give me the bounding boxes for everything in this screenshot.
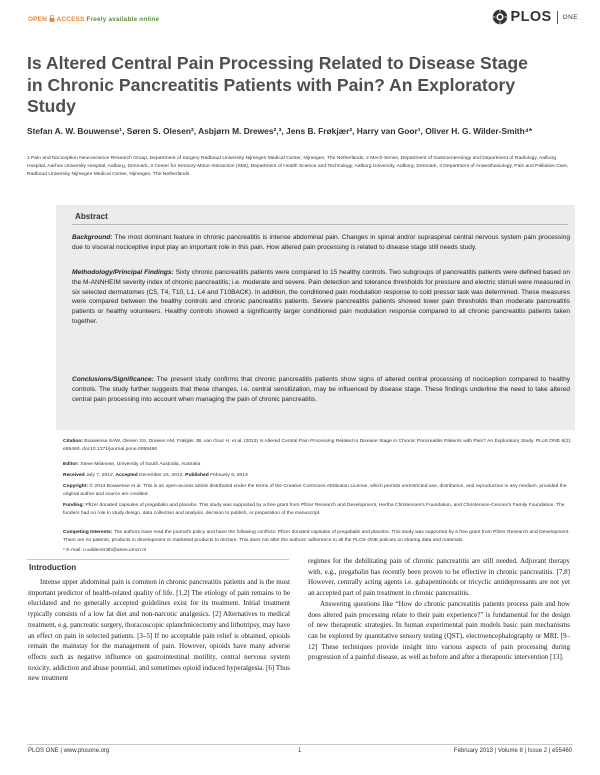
accepted-date: December 24, 2012; xyxy=(139,473,184,478)
introduction-paragraph-2: Answering questions like “How do chronic pancreatitis patients process pain and how does altered pain processing relate to their pain experience?” is fundamental for the design of new therapeutic strategies. In human experimental pain models basic pain mechanisms can be explored by quantitative sensory testing (QST), electroencephalography or MRI. [9–12] These techniques provide insight into various aspects of pain processing during progression of a painful disease, as well as before and after a therapeutic intervention [13]. xyxy=(308,599,570,662)
funding-text: Pfizer donated capsules of pregabalin and placebo. This study was supported by a free grant from Pfizer Research and Development, Hertha Christensen's Foundation, and Christenson-Cesons's Family Foundation. The funders had no role in study design, data collection and analysis, decision to publish, or preparation of the manuscript. xyxy=(63,503,565,516)
conclusions-label: Conclusions/Significance: xyxy=(72,376,154,383)
article-title: Is Altered Central Pain Processing Related to Disease Stage in Chronic Pancreatitis Patients with Pain? An Exploratory Study xyxy=(27,53,528,116)
page-number: 1 xyxy=(298,748,302,754)
open-access-banner xyxy=(28,15,159,23)
affiliations: 1 Pain and Nociception Neuroscience Research Group, Department of Surgery Radboud University Nijmegen Medical Center, Nijmegen, The Netherlands, 2 Mech-Sense, Department of Gastroenterology and Department of Radiology, Aalborg Hospital, Aarhus University Hospital, Aalborg, Denmark, 3 Center for Sensory-Motor Interaction (SMI), Department of Health Science and Technology, Aalborg University, Aalborg, Denmark, 4 Department of Anaesthesiology, Pain and Palliative Care, Radboud University Nijmegen Medical Center, Nijmegen, The Netherlands xyxy=(27,156,569,178)
logo-divider xyxy=(557,11,558,24)
funding-label: Funding: xyxy=(63,503,85,508)
methods-text: Sixty chronic pancreatitis patients were compared to 15 healthy controls. Two subgroups of pancreatitis patients were defined based on the M-ANNHEIM severity index of chronic pancreatitis; i.e. moderate and severe. Pain detection and tolerance thresholds for pressure and electric stimuli were measured in six selected dermatomes (C5, T4, T10, L1, L4 and T10BACK). In addition, the conditioned pain modulation response to cold pressor task was determined. These measures were compared between the healthy controls and chronic pancreatitis patients. Severe pancreatitis patients showed lower pain thresholds than moderate pancreatitis patients or healthy volunteers. Healthy controls showed a significantly larger conditioned pain modulation response compared to all chronic pancreatitis patients taken together. xyxy=(72,269,570,325)
background-label: Background: xyxy=(72,234,113,241)
introduction-column-2 xyxy=(308,556,570,663)
introduction-heading: Introduction xyxy=(29,563,77,572)
editor xyxy=(63,461,573,469)
abstract-conclusions xyxy=(72,375,570,404)
methods-label: Methodology/Principal Findings: xyxy=(72,269,174,276)
dates xyxy=(63,472,573,480)
author-list: Stefan A. W. Bouwense¹, Søren S. Olesen², Asbjørn M. Drewes²,³, Jens B. Frøkjær², Harry van Goor¹, Oliver H. G. Wilder-Smith⁴* xyxy=(27,126,533,136)
editor-label: Editor: xyxy=(63,462,79,467)
plos-logo-icon xyxy=(492,9,508,25)
plos-wordmark: PLOS xyxy=(510,9,552,25)
email-link[interactable]: o.wildersmith@anes.umcn.nl xyxy=(83,548,147,553)
introduction-divider xyxy=(27,559,289,560)
published-date: February 6, 2013 xyxy=(210,473,248,478)
abstract-methods xyxy=(72,268,570,327)
citation-text: Bouwense SAW, Olesen SS, Drewes AM, Frøkjær JB, van Goor H, et al. (2013) Is Altered Central Pain Processing Related to Disease Stage in Chronic Pancreatitis Patients with Pain? An Exploratory Study. PLoS ONE 8(2): e55460. doi:10.1371/journal.pone.0055460 xyxy=(63,439,572,452)
published-label: Published xyxy=(185,473,209,478)
editor-text: Steve Milanese, University of South Australia, Australia xyxy=(80,462,201,467)
accepted-label: Accepted xyxy=(115,473,138,478)
introduction-column-1: Intense upper abdominal pain is common in chronic pancreatitis patients and is the most important predictor of health-related quality of life. [1,2] The etiology of pain remains to be elucidated and no generally accepted guidelines exist for its treatment. Initial treatment typically consists of a low fat diet and non-narcotic analgesics. [2] Alternatives to medical treatment, e.g. pancreatic surgery, thoracoscopic splanchnicectomy and lithotripsy, may have an effect on pain in selected patients. [3–5] If no acceptable pain relief is obtained, opioids remain the mainstay for the management of pain. However, opioids have many adverse effects such as negative influence on gastrointestinal motility, central nervous system toxicity, addiction and abuse potential, and sometimes opioid induced hyperalgesia. [6] Thus new treatment xyxy=(28,578,290,683)
abstract-background xyxy=(72,233,570,253)
freely-available-label: Freely available online xyxy=(86,16,160,23)
citation xyxy=(63,438,573,453)
competing-text: The authors have read the journal's policy and have the following conflicts: Pfizer donated capsules of pregabalin and placebo. This study was supported by a free grant from Pfizer Research and Development. There are no patents, products in development or marketed products to declare. This does not alter the authors' adherence to all the PLOS ONE policies on sharing data and materials. xyxy=(63,530,570,543)
competing-interests xyxy=(63,529,573,544)
received-date: July 7, 2012; xyxy=(86,473,115,478)
correspondence xyxy=(63,547,573,555)
copyright xyxy=(63,483,573,498)
footer-divider xyxy=(27,744,573,745)
plos-one-logo xyxy=(492,7,578,27)
open-label: OPEN xyxy=(28,16,47,23)
footer-issue: February 2013 | Volume 8 | Issue 2 | e55460 xyxy=(453,748,572,754)
funding xyxy=(63,502,573,517)
footer-journal: PLOS ONE | www.plosone.org xyxy=(28,748,110,754)
abstract-heading: Abstract xyxy=(75,212,108,221)
email-label: * E-mail: xyxy=(63,548,82,553)
introduction-paragraph: regimes for the debilitating pain of chronic pancreatitis are still needed. Adjuvant therapy with, e.g., pregabalin has recently been proven to be effective in chronic pancreatitis. [7,8] However, centrally acting agents i.e. gabapentinoids or tricyclic antidepressants are not yet an accepted part of pain treatment in chronic pancreatitis. xyxy=(308,557,570,598)
conclusions-text: The present study confirms that chronic pancreatitis patients show signs of altered central processing of nociception compared to healthy controls. The study further suggests that these changes, i.e. central sensitization, may be influenced by disease stage. These findings underline the need to take altered central pain processing into account when managing the pain of chronic pancreatitis. xyxy=(72,376,570,403)
received-label: Received xyxy=(63,473,85,478)
one-wordmark: ONE xyxy=(562,13,578,21)
copyright-label: Copyright: xyxy=(63,484,88,489)
competing-label: Competing Interests: xyxy=(63,530,113,535)
abstract-divider xyxy=(72,224,568,225)
copyright-text: © 2013 Bouwense et al. This is an open-access article distributed under the terms of the Creative Commons Attribution License, which permits unrestricted use, distribution, and reproduction in any medium, provided the original author and source are credited. xyxy=(63,484,567,497)
background-text: The most dominant feature in chronic pancreatitis is intense abdominal pain. Changes in spinal and/or supraspinal central nervous system pain processing due to visceral nociceptive input play an important role in this pain. How altered pain processing is related to disease stage still needs study. xyxy=(72,234,570,251)
access-label: ACCESS xyxy=(54,16,85,23)
citation-label: Citation: xyxy=(63,439,84,444)
